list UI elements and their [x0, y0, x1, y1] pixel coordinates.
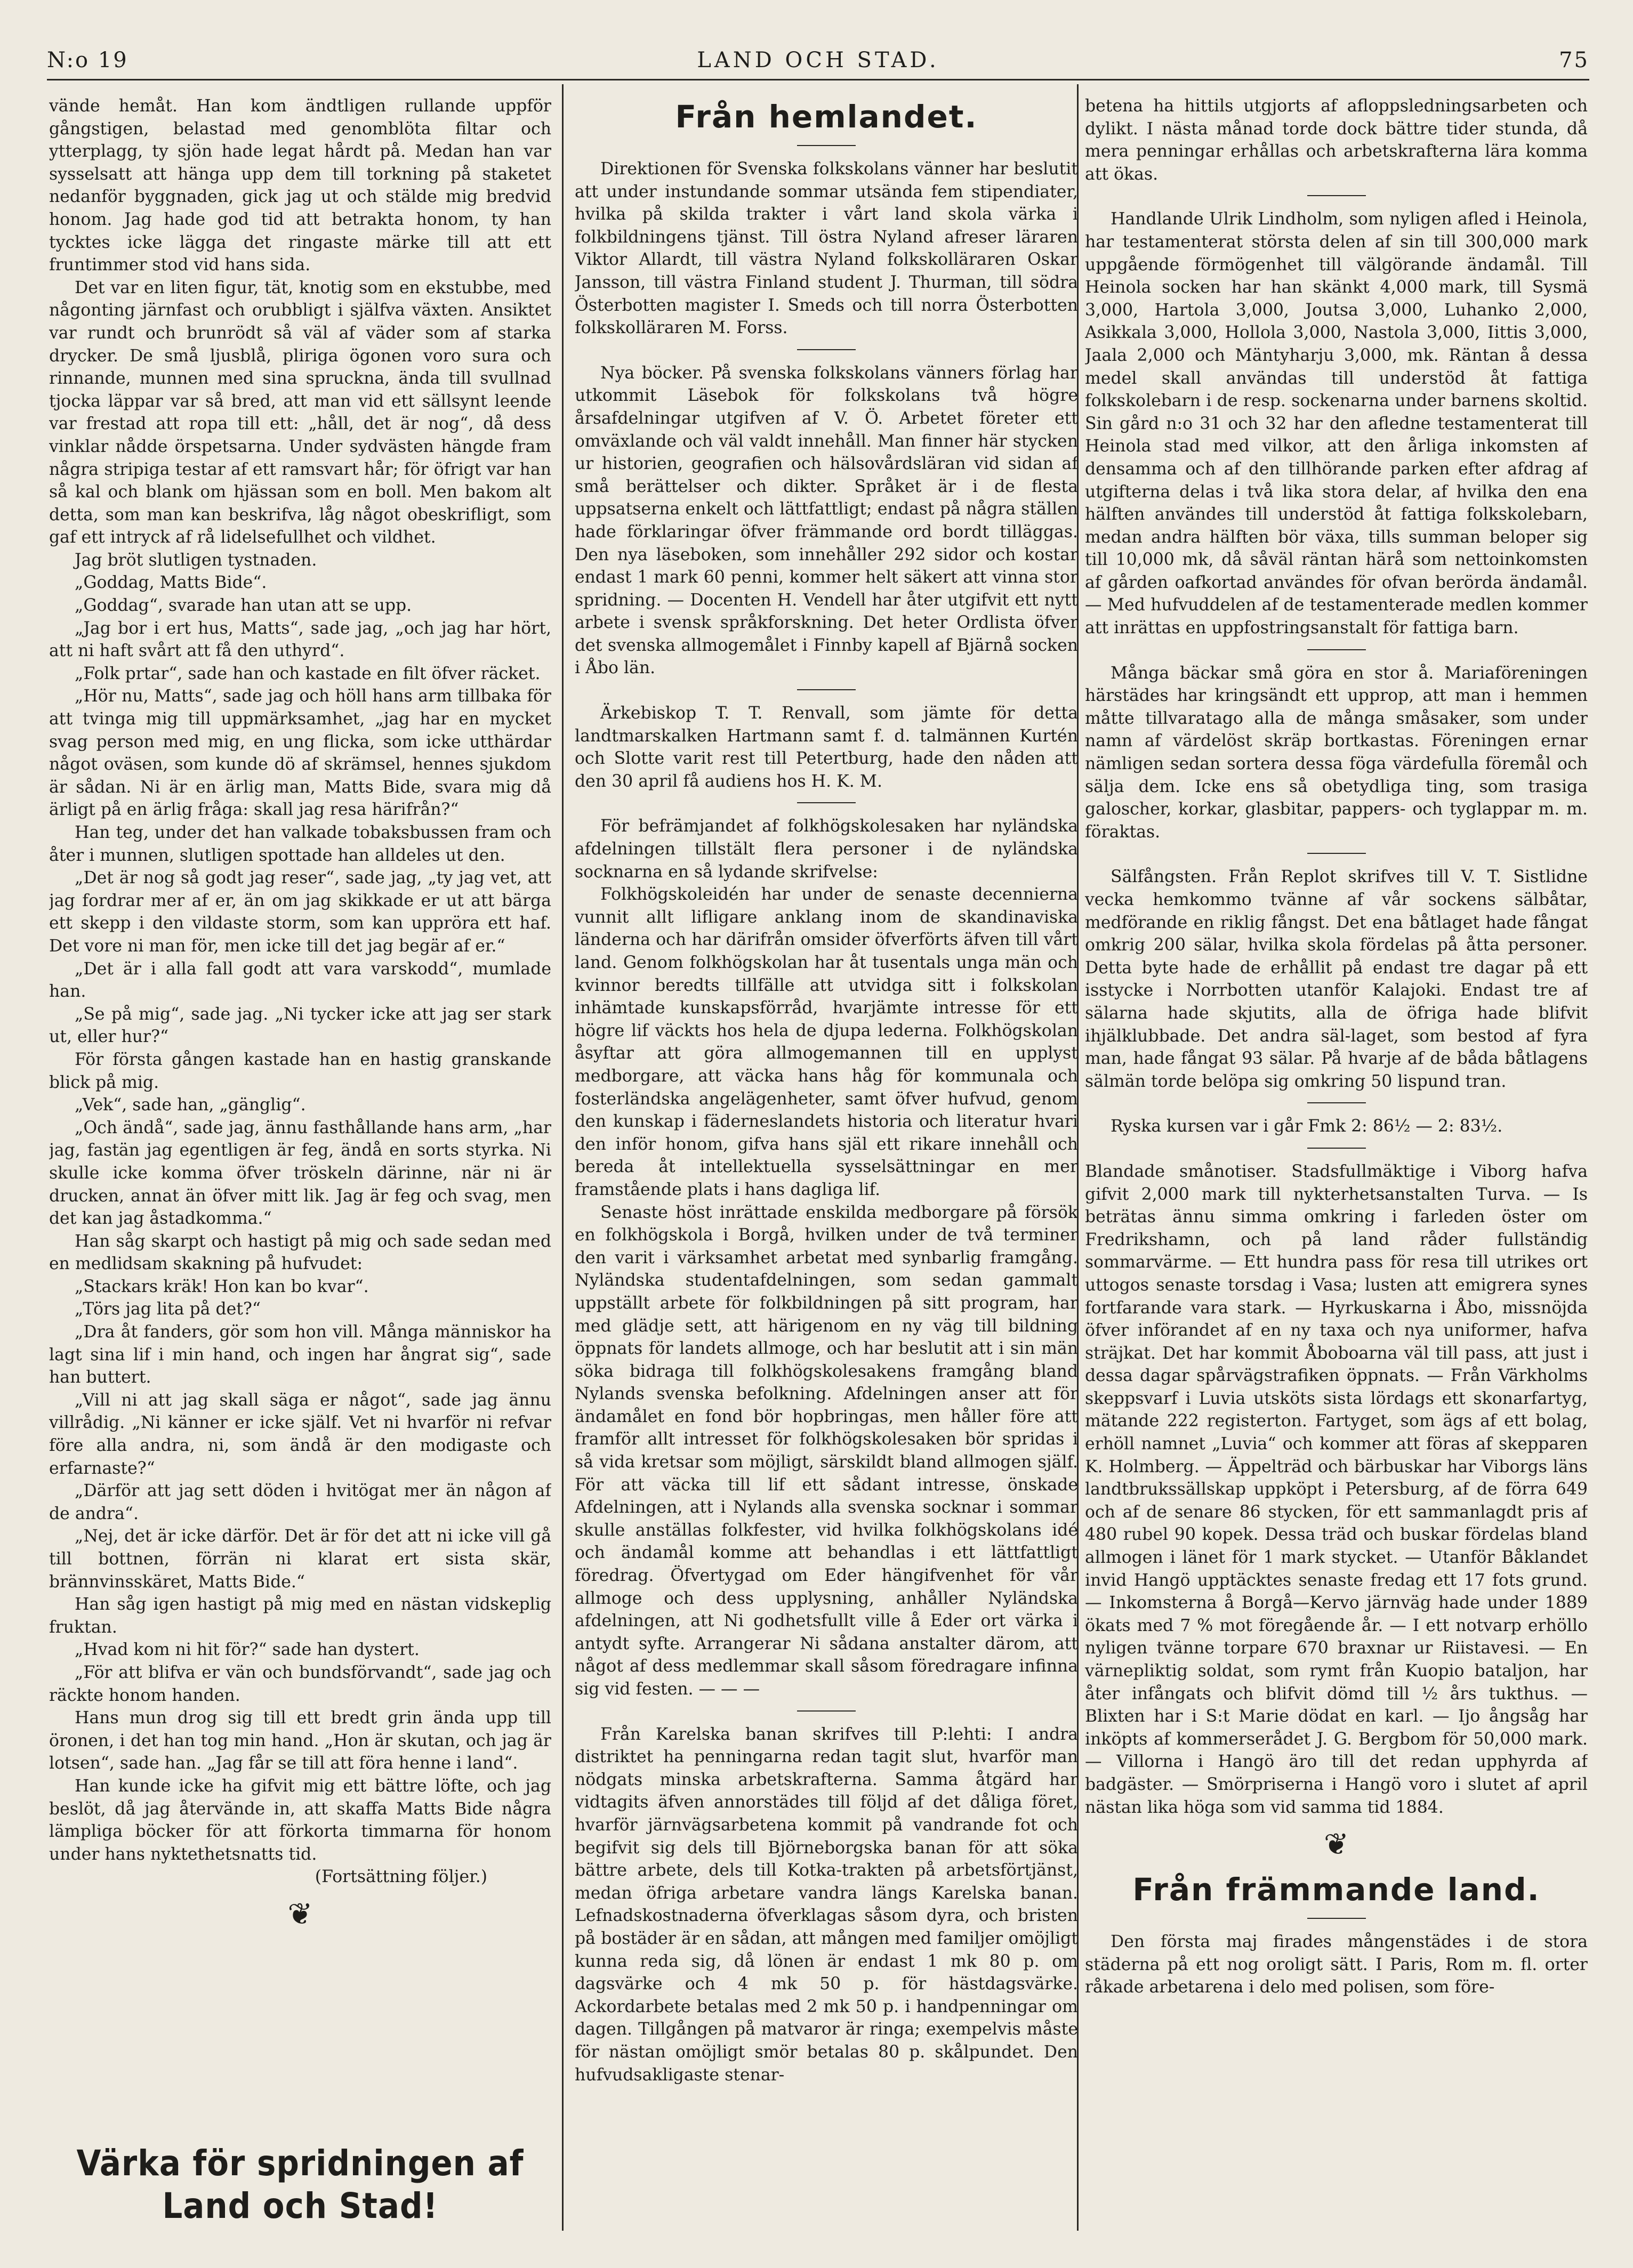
paragraph: „Stackars kräk! Hon kan bo kvar“. — [75, 1277, 369, 1296]
paragraph: „Vek“, sade han, „gänglig“. — [75, 1095, 306, 1115]
divider — [1307, 1918, 1366, 1919]
paragraph: „Det är nog så godt jag reser“, sade jag, „ty jag vet, att jag fordrar mer af er, än om jag skikkade er ut att bärga ett skepp i den vildaste storm, som kan uppröra ett haf. Det vore ni man för, men icke till det jag begär af er.“ — [49, 868, 551, 956]
paragraph: Den första maj firades mångenstädes i de stora städerna på ett nog oroligt sätt. I Paris, Rom m. fl. orter råkade arbetarena i delo med polisen, som före- — [1085, 1932, 1588, 1997]
paragraph: Blandade smånotiser. Stadsfullmäktige i Viborg hafva gifvit 2,000 mark till nykterhetsanstalten Turva. — Is beträtas ännu simma omkring i farleden öster om Fredrikshamn, och på land råder fullständig sommarvärme. — Ett hundra pass för resa till utrikes ort uttogos senaste torsdag i Vasa; lusten att emigrera synes fortfarande vara stark. — Hyrkuskarna i Åbo, missnöjda öfver införandet af en ny taxa och nya uniformer, hafva sträjkat. Det har kommit Åboboarna väl till pass, att just i dessa dagar spårvägstrafiken öppnats. — Från Värkholms skeppsvarf i Luvia utsköts sista lördags ett skonarfartyg, mätande 222 registerton. Fartyget, som ägs af ett bolag, erhöll namnet „Luvia“ och kommer att föras af skepparen K. Holmberg. — Äppelträd och bärbuskar har Viborgs läns landtbrukssällskap uppköpt i Petersburg, af de förra 649 och af de senare 86 stycken, för ett sammanlagdt pris af 480 rubel 90 kopek. Dessa träd och buskar fördelas bland allmogen i länet för 1 mark stycket. — Utanför Båklandet invid Hangö upptäcktes senaste fredag ett 17 fots grund. — Inkomsterna å Borgå—Kervo järnväg hade under 1889 ökats med 7 % mot föregående år. — I ett notvarp erhöllo nyligen tvänne torpare 670 braxnar ur Riistavesi. — En värnepliktig soldat, som rymt från Kuopio bataljon, har åter infångats och blifvit dömd till ½ års tukthus. — Blixten har i S:t Marie dödat en karl. — Ijo ångsåg har inköpts af kommerserådet J. G. Bergbom för 50,000 mark. — Villorna i Hangö äro till det redan upphyrda af badgäster. — Smörpriserna i Hangö voro i slutet af april nästan lika höga som vid samma tid 1884. — [1085, 1161, 1588, 1817]
paragraph: Många bäckar små göra en stor å. Mariaföreningen härstädes har kringsändt ett upprop, att man i hemmen måtte tillvaratago alla de många småsaker, som under namn af värdelöst skräp bortkastas. Föreningen ernar nämligen sedan sortera dessa föga värdefulla föremål och sälja dem. Icke ens så obetydliga ting, som trasiga galoscher, korkar, glasbitar, pappers- och tyglappar m. m. föraktas. — [1085, 663, 1588, 842]
paragraph: Sälfångsten. Från Replot skrifves till V. T. Sistlidne vecka hemkommo tvänne af vår sockens sälbåtar, medförande en riklig fångst. Det ena båtlaget hade fångat omkrig 200 sälar, hvilka skola fördelas på åtta personer. Detta byte hade de erhållit på endast tre dagar på ett isstycke i Norrbotten utanför Kalajoki. Endast tre af sälarna hade skjutits, alla de öfriga hade blifvit ihjälklubbade. Det andra säl-laget, som bestod af fyra man, hade fångat 93 sälar. På hvarje af de båda båtlagens sälmän torde belöpa sig omkring 50 lispund tran. — [1085, 867, 1588, 1091]
continued-note: (Fortsättning följer.) — [315, 1867, 487, 1887]
paragraph: Han såg skarpt och hastigt på mig och sade sedan med en medlidsam skakning på hufvudet: — [49, 1231, 551, 1274]
paragraph: „Och ändå“, sade jag, ännu fasthållande hans arm, „har jag, fastän jag egentligen är feg, ändå en sorts styrka. Ni skulle icke komma öfver tröskeln därinne, när ni är drucken, annat än öfver mitt lik. Jag är feg och svag, men det kan jag åstadkomma.“ — [49, 1118, 551, 1229]
paragraph: Ryska kursen var i går Fmk 2: 86½ — 2: 83½. — [1111, 1117, 1503, 1136]
divider — [797, 145, 856, 146]
page-number: 75 — [1559, 48, 1589, 72]
section-heading: Från främmande land. — [1132, 1871, 1540, 1908]
paragraph: Han såg igen hastigt på mig med en nästan vidskeplig fruktan. — [49, 1595, 551, 1637]
header-rule — [47, 79, 1589, 80]
page-header — [47, 43, 1589, 80]
divider — [1307, 649, 1366, 650]
section-heading: Från hemlandet. — [675, 99, 978, 135]
paragraph: Ärkebiskop T. T. Renvall, som jämte för detta landtmarskalken Hartmann samt f. d. talmännen Kurtén och Slotte varit rest till Petertburg, hade den nåden att den 30 april få audiens hos H. K. M. — [575, 704, 1078, 791]
paragraph: „Se på mig“, sade jag. „Ni tycker icke att jag ser stark ut, eller hur?“ — [49, 1004, 551, 1047]
divider — [797, 802, 856, 803]
paragraph: „Vill ni att jag skall säga er något“, sade jag ännu villrådig. „Ni känner er icke själf. Vet ni hvarför ni refvar före alla andra, ni, som ändå är den modigaste och erfarnaste?“ — [49, 1390, 551, 1478]
divider — [797, 1710, 856, 1712]
paragraph: „Folk prtar“, sade han och kastade en filt öfver räcket. — [75, 664, 541, 683]
fleuron-ornament-icon: ❦ — [1324, 1827, 1349, 1862]
paragraph: vände hemåt. Han kom ändtligen rullande uppför gångstigen, belastad med genomblöta filtar och ytterplagg, ty sjön hade legat hårdt på. Medan han var sysselsatt att hänga upp dem till torkning på staketet nedanför byggnaden, gick jag ut och stälde mig bredvid honom. Jag hade god tid att betrakta honom, ty han tycktes icke lägga det ringaste märke till att ett fruntimmer stod vid hans sida. — [49, 96, 551, 275]
paragraph: „Jag bor i ert hus, Matts“, sade jag, „och jag har hört, att ni haft svårt att få den uthyrd“. — [49, 618, 551, 661]
paragraph: Jag bröt slutligen tystnaden. — [75, 550, 317, 570]
paragraph: Det var en liten figur, tät, knotig som en ekstubbe, med någonting järnfast och orubbligt i själfva växten. Ansiktet var rundt och brunrödt så väl af väder som af starka drycker. De små ljusblå, pliriga ögonen voro sura och rinnande, munnen med sina spruckna, ända till svullnad tjocka läppar var så bred, att man vid ett sällsynt leende var frestad att ropa till ett: „håll, det är nog“, då dess vinklar nådde örspetsarna. Under sydvästen hängde fram några stripiga testar af ett ramsvart hår; för öfrigt var han så kal och blank om hjässan som en boll. Men bakom alt detta, som man kan beskrifva, låg något obeskrifligt, som gaf ett intryck af rå lidelsefullhet och vildhet. — [49, 278, 551, 547]
divider — [1307, 1102, 1366, 1103]
promo-banner: Värka för spridningen af Land och Stad! — [76, 2143, 524, 2226]
divider — [1307, 853, 1366, 854]
divider — [1307, 1148, 1366, 1149]
fleuron-ornament-icon: ❦ — [287, 1896, 313, 1932]
paragraph: „Hvad kom ni hit för?“ sade han dystert. — [75, 1640, 420, 1660]
divider — [797, 349, 856, 350]
paragraph: „Goddag, Matts Bide“. — [75, 573, 267, 593]
issue-number: N:o 19 — [47, 48, 128, 72]
column-divider-1 — [562, 84, 564, 2231]
publication-title: LAND OCH STAD. — [697, 48, 939, 72]
paragraph: „Det är i alla fall godt att vara varskodd“, mumlade han. — [49, 959, 551, 1002]
divider — [1307, 195, 1366, 196]
column-2 — [575, 95, 1078, 2231]
paragraph: Han kunde icke ha gifvit mig ett bättre löfte, och jag beslöt, då jag återvände in, att skaffa Matts Bide några lämpliga böcker för att förkorta timmarna för honom under hans nyktethetsnatts tid. — [49, 1776, 551, 1864]
column-3 — [1085, 95, 1588, 2231]
paragraph: betena ha hittils utgjorts af afloppsledningsarbeten och dylikt. I nästa månad torde dock bättre tider stunda, då mera penningar erhållas och arbetskrafterna lära komma att ökas. — [1085, 96, 1588, 184]
paragraph: Hans mun drog sig till ett bredt grin ända upp till öronen, i det han tog min hand. „Hon är skutan, och jag är lotsen“, sade han. „Jag får se till att föra henne i land“. — [49, 1708, 551, 1773]
paragraph: Handlande Ulrik Lindholm, som nyligen afled i Heinola, har testamenterat största delen af sin till 300,000 mark uppgående förmögenhet till välgörande ändamål. Till Heinola socken har han skänkt 4,000 mark, till Sysmä 3,000, Hartola 3,000, Joutsa 3,000, Luhanko 2,000, Asikkala 3,000, Hollola 3,000, Nastola 3,000, Iittis 3,000, Jaala 2,000 och Mäntyharju 3,000, mk. Räntan å dessa medel skall användas till understöd åt fattiga folkskolebarn i de resp. sockenarna under barnens skoltid. Sin gård n:o 31 och 32 har den afledne testamenterat till Heinola stad med vilkor, att den årliga inkomsten af densamma och af den tillhörande parken efter afdrag af utgifterna delas i två lika stora delar, af hvilka den ena hälften användes till understöd åt fattiga folkskolebarn, medan andra hälften bör växa, tills summan beloper sig till 10,000 mk, då såväl räntan härå som nettoinkomsten af gården oafkortad användes för ofvan berörda ändamål. — Med hufvuddelen af de testamenterade medlen kommer att inrättas en uppfostringsanstalt för fattiga barn. — [1085, 209, 1588, 638]
paragraph: „Törs jag lita på det?“ — [75, 1300, 261, 1319]
paragraph: Folkhögskoleidén har under de senaste decennierna vunnit allt lifligare anklang inom de skandinaviska länderna och har därifrån omsider öfverförts äfven till vårt land. Genom folkhögskolan har åt tusentals unga män och kvinnor beredts tillfälle att utvidga sitt i folkskolan inhämtade kunskapsförråd, hvarjämte intresse för ett högre lif väckts hos hela de djupa lederna. Folkhögskolan åsyftar att göra allmogemannen till en upplyst medborgare, att väcka hans håg för kommunala och fosterländska angelägenheter, samt öfver hufvud, genom den kunskap i fäderneslandets historia och literatur hvari den inför honom, gifva hans själ ett rikare innehåll och bereda åt intellektuella sysselsättningar en mer framstående plats i hans dagliga lif. — [575, 885, 1078, 1199]
paragraph: „Nej, det är icke därför. Det är för det att ni icke vill gå till bottnen, förrän ni klarat ert sista skär, brännvinsskäret, Matts Bide.“ — [49, 1527, 551, 1592]
paragraph: Senaste höst inrättade enskilda medborgare på försök en folkhögskola i Borgå, hvilken under de två terminer den varit i värksamhet arbetat med synbarlig framgång. Nyländska studentafdelningen, som sedan gammalt uppställt arbete för folkbildningen på sitt program, har med glädje sett, att härigenom en ny väg till bildning öppnats för landets allmoge, och har beslutit att i sin män söka bidraga till folkhögskolesakens framgång bland Nylands svenska befolkning. Afdelningen anser att för ändamålet en fond bör hopbringas, men håller före att framför allt intresset för folkhögskolesaken bör spridas i så vida kretsar som möjligt, särskildt bland allmogen själf. För att väcka till lif ett sådant intresse, önskade Afdelningen, att i Nylands alla svenska socknar i sommar skulle anställas folkfester, vid hvilka folkhögskolans idé och ändamål komme att behandlas i ett lättfattligt föredrag. Öfvertygad om Eder hängifvenhet för vår allmoge och dess upplysning, anhåller Nyländska afdelningen, att Ni godhetsfullt ville å Eder ort värka i antydt syfte. Arrangerar Ni sådana anstalter därom, att något af dess medlemmar skall såsom föredragare infinna sig vid festen. — — — — [575, 1202, 1078, 1699]
paragraph: „För att blifva er vän och bundsförvandt“, sade jag och räckte honom handen. — [49, 1662, 551, 1705]
paragraph: „Därför att jag sett döden i hvitögat mer än någon af de andra“. — [49, 1481, 551, 1523]
paragraph: „Goddag“, svarade han utan att se upp. — [75, 596, 412, 616]
divider — [797, 689, 856, 690]
paragraph: Nya böcker. På svenska folkskolans vänners förlag har utkommit Läsebok för folkskolans två högre årsafdelningar utgifven af V. Ö. Arbetet företer ett omväxlande och väl valdt innehåll. Man finner här stycken ur historien, geografien och hälsovårdsläran vid sidan af små berättelser och dikter. Språket är i de flesta uppsatserna enkelt och lättfattligt; endast på några ställen hade förklaringar öfver främmande ord bordt tilläggas. Den nya läseboken, som innehåller 292 sidor och kostar endast 1 mark 60 penni, kommer helt säkert att vinna stor spridning. — Docenten H. Vendell har åter utgifvit ett nytt arbete i svensk språkforskning. Det heter Ordlista öfver det svenska allmogemålet i Finnby kapell af Bjärnå socken i Åbo län. — [575, 363, 1078, 678]
column-1 — [49, 95, 551, 2231]
paragraph: Han teg, under det han valkade tobaksbussen fram och åter i munnen, slutligen spottade han alldeles ut den. — [49, 823, 551, 865]
paragraph: Från Karelska banan skrifves till P:lehti: I andra distriktet ha penningarna redan tagit slut, hvarför man nödgats minska arbetskrafterna. Samma åtgärd har vidtagits äfven annorstädes till följd af det dåliga föret, hvarför järnvägsarbetena kommit på vandrande fot och begifvit sig dels till Björneborgska banan för att söka bättre arbete, dels till Kotka-trakten på arbetsförtjänst, medan öfriga arbetare vandra längs Karelska banan. Lefnadskostnaderna öfverklagas såsom dyra, och bristen på bostäder är en sådan, att mången med familjer omöjligt kunna reda sig, då lönen är endast 1 mk 80 p. om dagsvärke och 4 mk 50 p. för hästdagsvärke. Ackordarbete betalas med 2 mk 50 p. i handpenningar om dagen. Tillgången på matvaror är ringa; exempelvis måste för nästan omöjligt smör betalas 80 p. skålpundet. Den hufvudsakligaste stenar- — [575, 1724, 1078, 2085]
paragraph: För befrämjandet af folkhögskolesaken har nyländska afdelningen tillstält flera personer i de nyländska socknarna en så lydande skrifvelse: — [575, 817, 1078, 882]
paragraph: För första gången kastade han en hastig granskande blick på mig. — [49, 1050, 551, 1092]
paragraph: „Hör nu, Matts“, sade jag och höll hans arm tillbaka för att tvinga mig till uppmärksamhet, „jag har en mycket svag person med mig, en ung flicka, som icke utthärdar något oväsen, som kunde dö af skrämsel, hennes sjukdom är sådan. Ni är en ärlig man, Matts Bide, svara mig då ärligt på en ärlig fråga: skall jag resa härifrån?“ — [49, 687, 551, 820]
paragraph: „Dra åt fanders, gör som hon vill. Många människor ha lagt sina lif i min hand, och ingen har ångrat sig“, sade han buttert. — [49, 1322, 551, 1387]
paragraph: Direktionen för Svenska folkskolans vänner har beslutit att under instundande sommar utsända fem stipendiater, hvilka på skilda trakter i vårt land skola värka i folkbildningens tjänst. Till östra Nyland afreser läraren Viktor Allardt, till västra Nyland folkskolläraren Oskar Jansson, till västra Finland student J. Thurman, till södra Österbotten magister I. Smeds och till norra Österbotten folkskolläraren M. Forss. — [575, 159, 1078, 338]
